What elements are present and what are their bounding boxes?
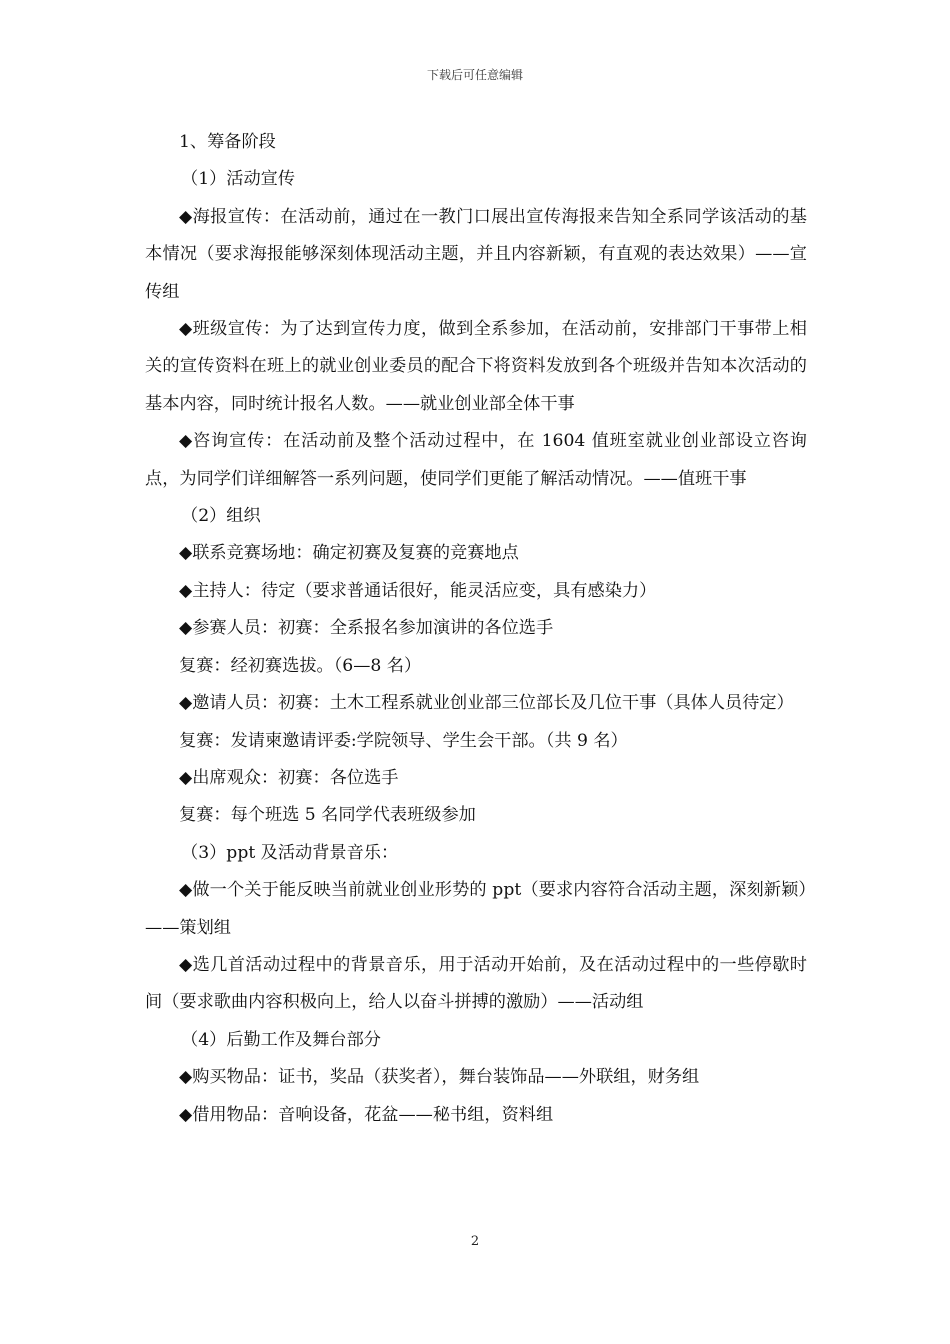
paragraph-ppt: ◆做一个关于能反映当前就业创业形势的 ppt（要求内容符合活动主题，深刻新颖）——策划组 — [145, 880, 807, 938]
subsection-heading-publicity: （1）活动宣传 — [181, 169, 296, 190]
subsection-heading-logistics: （4）后勤工作及舞台部分 — [181, 1029, 381, 1050]
page-header: 下载后可任意编辑 — [426, 68, 523, 82]
paragraph-audience-final: 复赛：每个班选 5 名同学代表班级参加 — [179, 805, 476, 826]
section-heading-preparation: 1、筹备阶段 — [179, 132, 276, 152]
paragraph-purchases: ◆购买物品：证书，奖品（获奖者），舞台装饰品——外联组，财务组 — [179, 1067, 700, 1088]
paragraph-invitees-final: 复赛：发请柬邀请评委:学院领导、学生会干部。（共 9 名） — [179, 730, 628, 751]
page-number: 2 — [470, 1234, 480, 1249]
paragraph-participants: ◆参赛人员：初赛：全系报名参加演讲的各位选手 — [179, 618, 554, 639]
paragraph-audience: ◆出席观众：初赛：各位选手 — [179, 767, 399, 788]
paragraph-poster-publicity: ◆海报宣传：在活动前，通过在一教门口展出宣传海报来告知全系同学该活动的基本情况（要求海报能够深刻体现活动主题，并且内容新颖，有直观的表达效果）——宣传组 — [145, 206, 807, 302]
paragraph-background-music: ◆选几首活动过程中的背景音乐，用于活动开始前，及在活动过程中的一些停歇时间（要求歌曲内容积极向上，给人以奋斗拼搏的激励）——活动组 — [145, 954, 807, 1013]
paragraph-venue: ◆联系竞赛场地：确定初赛及复赛的竞赛地点 — [179, 543, 519, 564]
paragraph-borrowed-items: ◆借用物品：音响设备，花盆——秘书组，资料组 — [179, 1104, 554, 1125]
paragraph-class-publicity: ◆班级宣传：为了达到宣传力度，做到全系参加，在活动前，安排部门干事带上相关的宣传资料在班上的就业创业委员的配合下将资料发放到各个班级并告知本次活动的基本内容，同时统计报名人数。——就业创业部全体干事 — [145, 319, 807, 414]
subsection-heading-ppt-music: （3）ppt 及活动背景音乐： — [181, 842, 399, 863]
paragraph-invitees: ◆邀请人员：初赛：土木工程系就业创业部三位部长及几位干事（具体人员待定） — [179, 693, 794, 714]
paragraph-host: ◆主持人：待定（要求普通话很好，能灵活应变，具有感染力） — [179, 580, 657, 601]
document-body — [145, 124, 807, 1134]
paragraph-participants-final: 复赛：经初赛选拔。（6—8 名） — [179, 655, 422, 676]
paragraph-consultation-publicity: ◆咨询宣传：在活动前及整个活动过程中，在 1604 值班室就业创业部设立咨询点，为同学们详细解答一系列问题，使同学们更能了解活动情况。——值班干事 — [145, 431, 807, 489]
subsection-heading-organization: （2）组织 — [181, 506, 261, 527]
